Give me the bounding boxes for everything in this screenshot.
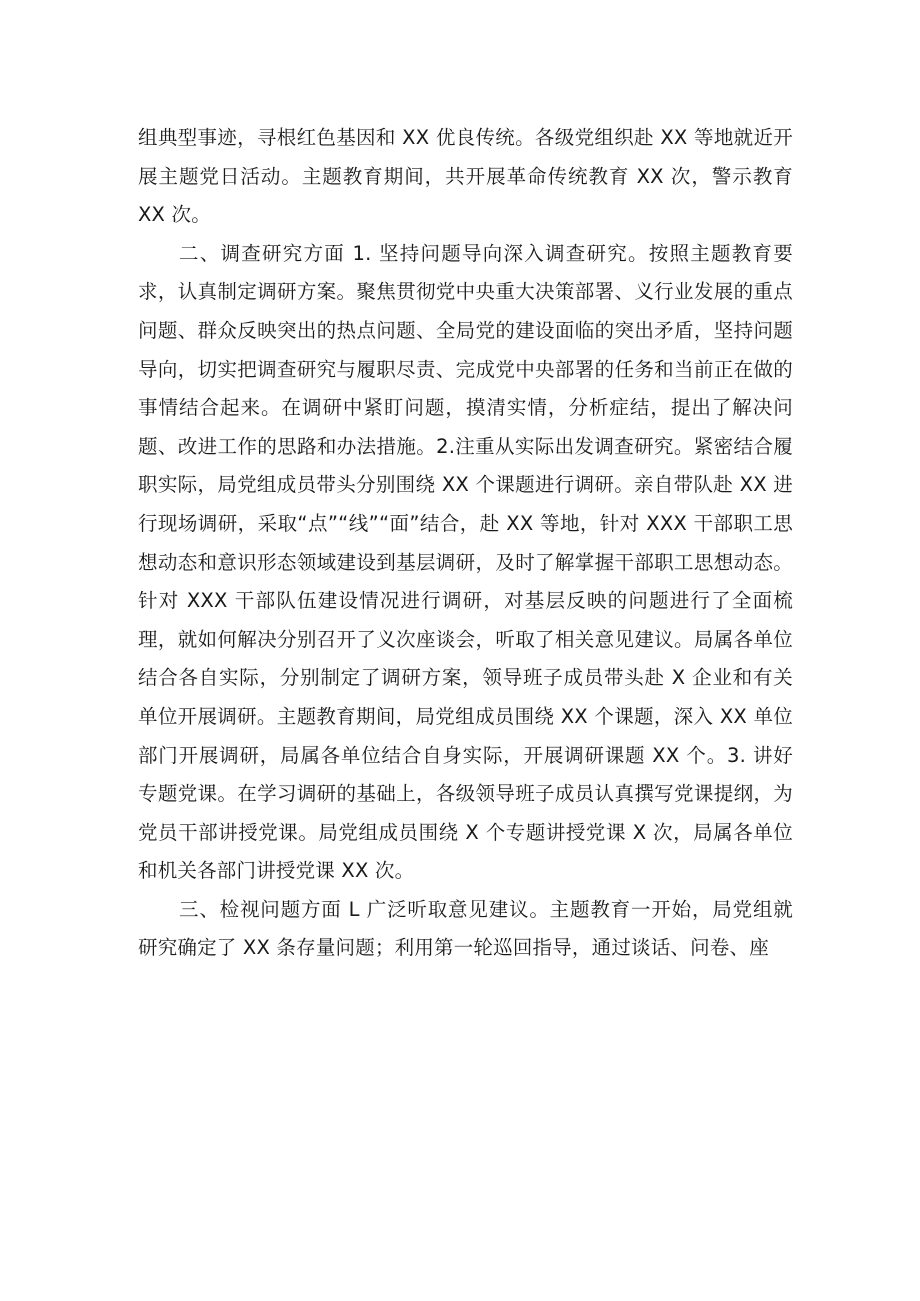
document-body xyxy=(138,119,793,968)
paragraph-3-problems: 三、检视问题方面 L 广泛听取意见建议。主题教育一开始，局党组就研究确定了 XX 条存量问题；利用第一轮巡回指导，通过谈话、问卷、座 xyxy=(138,897,793,960)
paragraph-2-research: 二、调查研究方面 1. 坚持问题导向深入调查研究。按照主题教育要求，认真制定调研方案。聚焦贯彻党中央重大决策部署、义行业发展的重点问题、群众反映突出的热点问题、全局党的建设面临的突出矛盾，坚持问题导向，切实把调查研究与履职尽责、完成党中央部署的任务和当前正在做的事情结合起来。在调研中紧盯问题，摸清实情，分析症结，提出了解决问题、改进工作的思路和办法措施。2.注重从实际出发调查研究。紧密结合履职实际，局党组成员带头分别围绕 XX 个课题进行调研。亲自带队赴 XX 进行现场调研，采取“点”“线”“面”结合，赴 XX 等地，针对 XXX 干部职工思想动态和意识形态领域建设到基层调研，及时了解掌握干部职工思想动态。针对 XXX 干部队伍建设情况进行调研，对基层反映的问题进行了全面梳理，就如何解决分别召开了义次座谈会，听取了相关意见建议。局属各单位结合各自实际，分别制定了调研方案，领导班子成员带头赴 X 企业和有关单位开展调研。主题教育期间，局党组成员围绕 XX 个课题，深入 XX 单位部门开展调研，局属各单位结合自身实际，开展调研课题 XX 个。3. 讲好专题党课。在学习调研的基础上，各级领导班子成员认真撰写党课提纲，为党员干部讲授党课。局党组成员围绕 X 个专题讲授党课 X 次，局属各单位和机关各部门讲授党课 XX 次。 xyxy=(138,241,793,883)
paragraph-1: 组典型事迹，寻根红色基因和 XX 优良传统。各级党组织赴 XX 等地就近开展主题党日活动。主题教育期间，共开展革命传统教育 XX 次，警示教育 XX 次。 xyxy=(138,126,793,227)
